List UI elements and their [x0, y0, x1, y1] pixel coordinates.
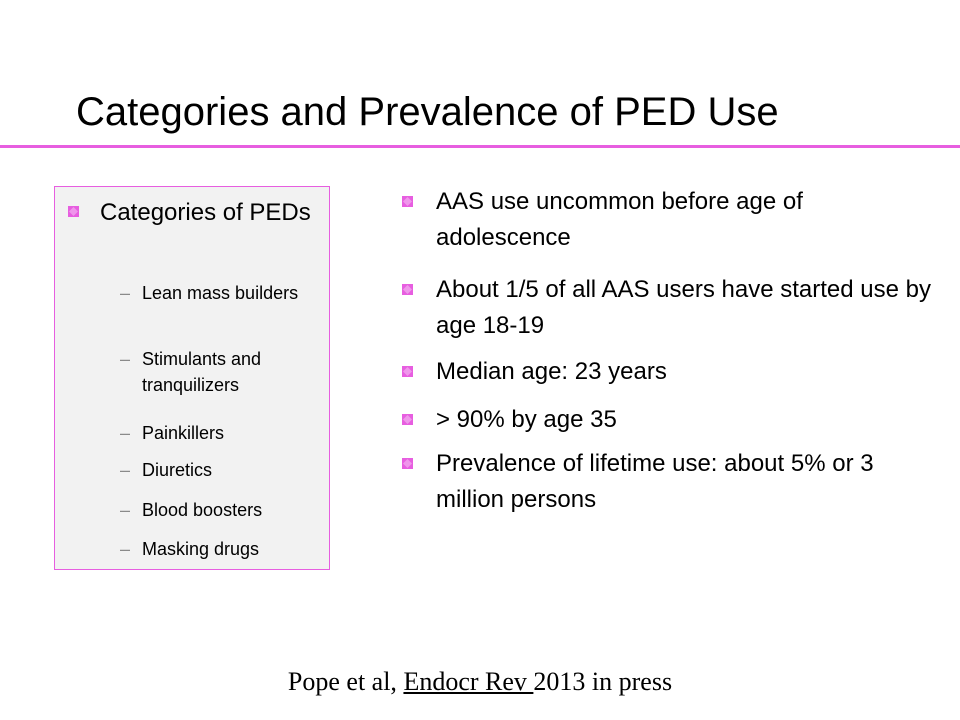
title-divider [0, 145, 960, 148]
citation-rest: 2013 in press [533, 667, 673, 696]
dash-icon: – [120, 423, 131, 443]
dash-icon: – [120, 283, 131, 303]
prevalence-point: About 1/5 of all AAS users have started use by age 18-19 [436, 276, 931, 339]
citation [0, 666, 960, 698]
diamond-bullet-icon [402, 366, 413, 377]
category-item: Lean mass builders [142, 283, 299, 303]
prevalence-point: Median age: 23 years [436, 358, 667, 385]
category-item: Stimulants and tranquilizers [142, 349, 262, 395]
slide-title: Categories and Prevalence of PED Use [76, 90, 779, 134]
citation-authors: Pope et al, [287, 667, 397, 696]
dash-icon: – [120, 349, 131, 369]
diamond-bullet-icon [68, 206, 79, 217]
prevalence-point: > 90% by age 35 [436, 406, 617, 433]
dash-icon: – [120, 539, 131, 559]
prevalence-point: Prevalence of lifetime use: about 5% or 3 million persons [436, 450, 874, 513]
dash-icon: – [120, 460, 131, 480]
categories-heading: Categories of PEDs [100, 199, 311, 226]
category-item: Blood boosters [142, 500, 263, 520]
diamond-bullet-icon [402, 284, 413, 295]
diamond-bullet-icon [402, 414, 413, 425]
prevalence-point: AAS use uncommon before age of adolescence [436, 188, 803, 251]
category-item: Painkillers [142, 423, 225, 443]
category-item: Masking drugs [142, 539, 260, 559]
dash-icon: – [120, 500, 131, 520]
citation-journal: Endocr Rev [403, 667, 534, 696]
diamond-bullet-icon [402, 458, 413, 469]
diamond-bullet-icon [402, 196, 413, 207]
category-item: Diuretics [142, 460, 213, 480]
